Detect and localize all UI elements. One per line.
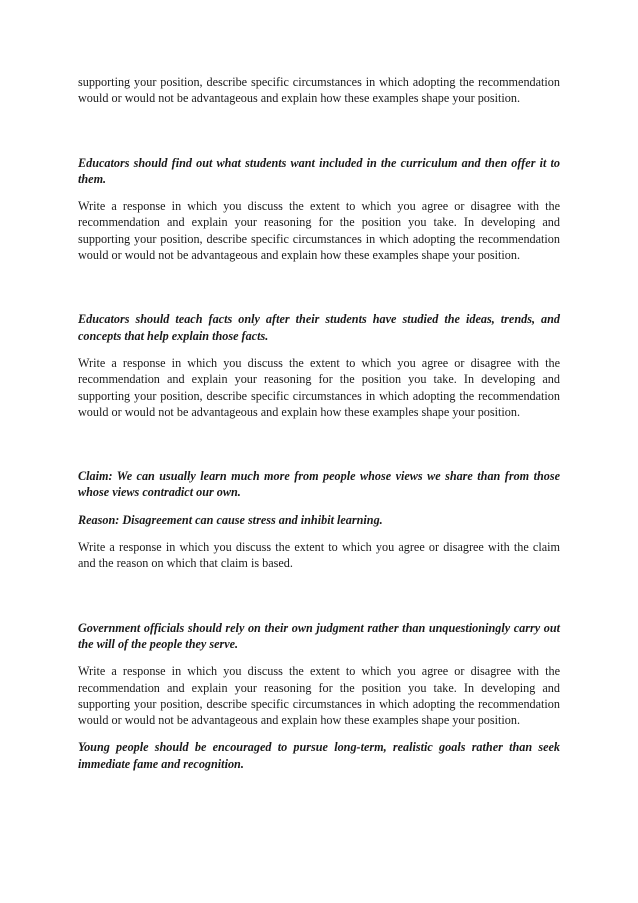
intro-instruction: supporting your position, describe specific circumstances in which adopting the recommendation would or would not be advantageous and explain how these examples shape your position. <box>78 75 560 106</box>
instruction-government: Write a response in which you discuss the extent to which you agree or disagree with the recommendation and explain your reasoning for the position you take. In developing and supporting your position, describe specific circumstances in which adopting the recommendation would or would not be advantageous and explain how these examples shape your position. <box>78 664 560 728</box>
claim-text: Claim: We can usually learn much more from people whose views we share than from those whose views contradict our own. <box>78 469 560 500</box>
prompt-curriculum: Educators should find out what students want included in the curriculum and then offer it to them. <box>78 155 560 186</box>
prompt-government: Government officials should rely on their own judgment rather than unquestioningly carry out the will of the people they serve. <box>78 620 560 651</box>
prompt-facts: Educators should teach facts only after their students have studied the ideas, trends, and concepts that help explain those facts. <box>78 312 560 343</box>
instruction-facts: Write a response in which you discuss the extent to which you agree or disagree with the recommendation and explain your reasoning for the position you take. In developing and supporting your position, describe specific circumstances in which adopting the recommendation would or would not be advantageous and explain how these examples shape your position. <box>78 355 560 419</box>
instruction-curriculum: Write a response in which you discuss the extent to which you agree or disagree with the recommendation and explain your reasoning for the position you take. In developing and supporting your position, describe specific circumstances in which adopting the recommendation would or would not be advantageous and explain how these examples shape your position. <box>78 199 560 263</box>
reason-text: Reason: Disagreement can cause stress and inhibit learning. <box>78 512 383 527</box>
prompt-young-people: Young people should be encouraged to pursue long-term, realistic goals rather than seek immediate fame and recognition. <box>78 740 560 771</box>
document-page <box>78 74 560 772</box>
instruction-claim: Write a response in which you discuss the extent to which you agree or disagree with the claim and the reason on which that claim is based. <box>78 540 560 571</box>
